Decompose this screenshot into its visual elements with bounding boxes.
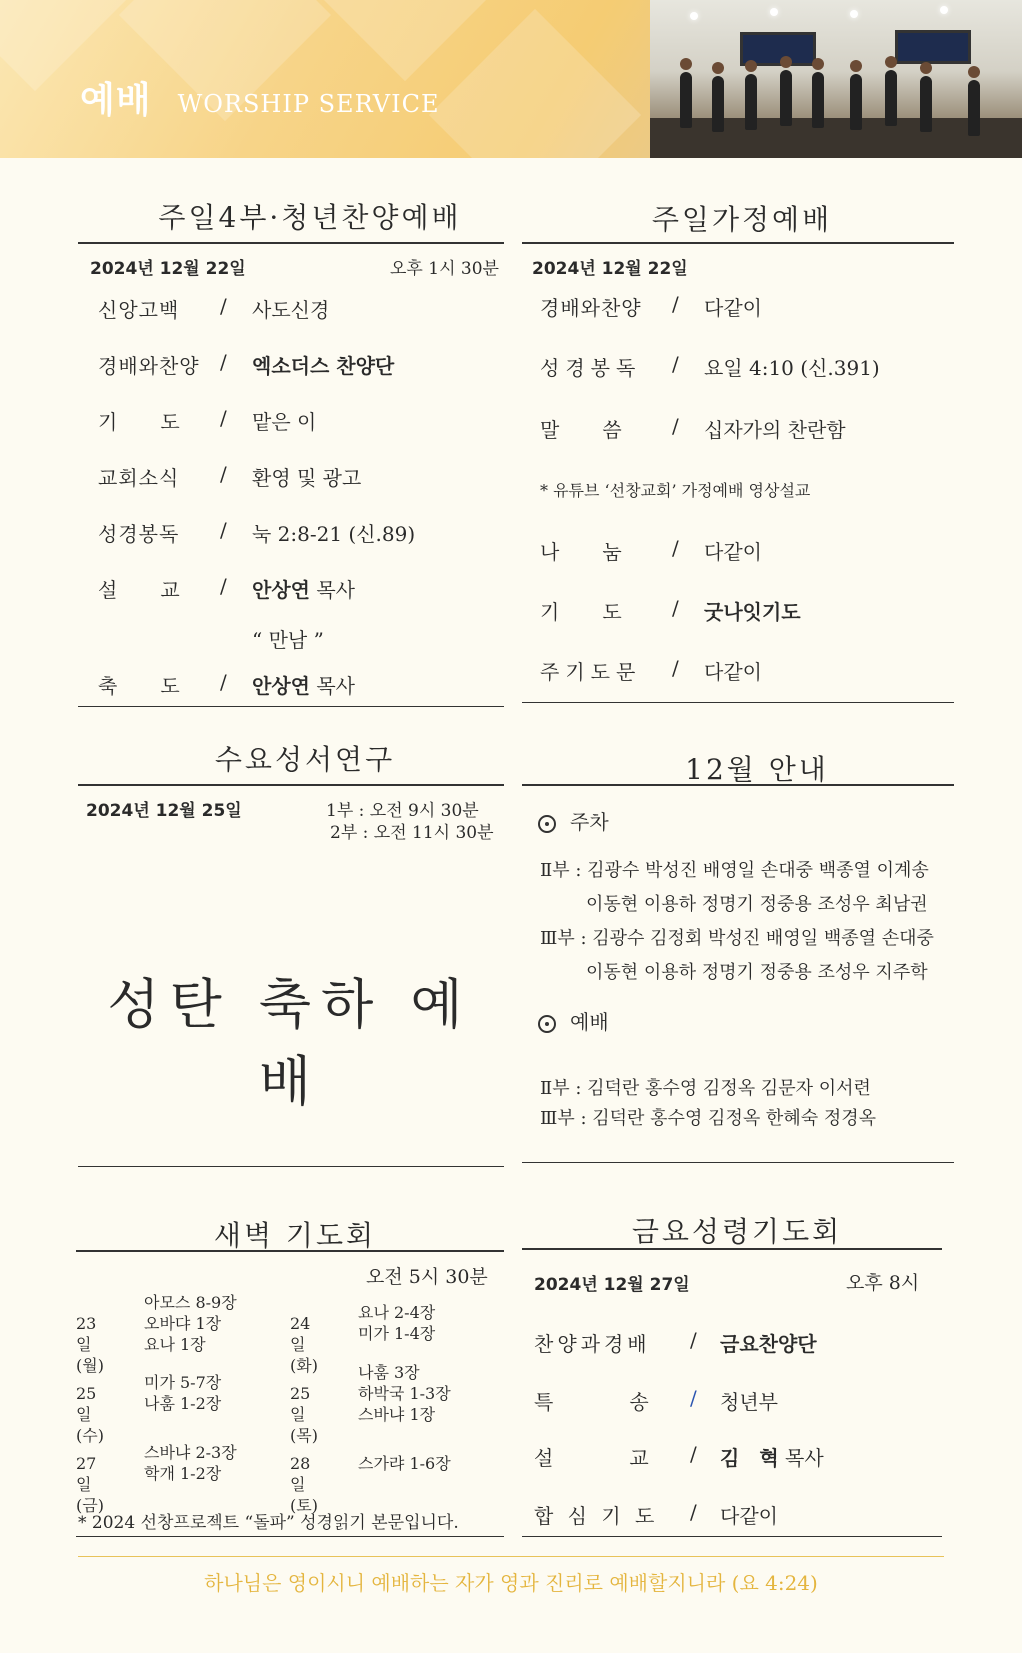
day-label: 27일(금) bbox=[76, 1454, 104, 1515]
order-item bbox=[540, 352, 880, 381]
worship-heading bbox=[538, 1006, 609, 1035]
youth-date: 2024년 12월 22일 bbox=[90, 259, 246, 279]
part-label: Ⅱ부 : bbox=[540, 1078, 582, 1099]
order-label: 성경봉독 bbox=[540, 356, 642, 380]
musician bbox=[968, 80, 980, 136]
order-label: 찬양과경배 bbox=[534, 1332, 651, 1356]
wednesday-time-2: 2부 : 오전 11시 30분 bbox=[330, 823, 494, 843]
day-label: 24일(화) bbox=[290, 1314, 318, 1375]
preacher-role: 목사 bbox=[785, 1446, 824, 1470]
order-item bbox=[534, 1386, 778, 1415]
ceiling-light bbox=[850, 10, 858, 18]
reading: 스가랴 1-6장 bbox=[358, 1454, 451, 1473]
order-item bbox=[540, 656, 762, 685]
worship-part-3 bbox=[540, 1104, 876, 1130]
preacher-name: 김 혁 bbox=[720, 1446, 779, 1470]
parking-part-3-cont: 이동현 이용하 정명기 정중용 조성우 지주학 bbox=[586, 962, 928, 983]
separator: / bbox=[672, 292, 679, 316]
divider bbox=[78, 706, 504, 707]
worship-label: 예배 bbox=[570, 1010, 609, 1034]
december-title: 12월 안내 bbox=[685, 753, 829, 786]
title-english: WORSHIP SERVICE bbox=[177, 90, 440, 118]
divider bbox=[76, 1250, 504, 1252]
parking-part-2 bbox=[540, 856, 929, 882]
order-label: 설 교 bbox=[534, 1446, 661, 1470]
divider bbox=[76, 1536, 504, 1537]
order-label: 축 도 bbox=[98, 674, 181, 698]
separator: / bbox=[690, 1500, 697, 1524]
footer-verse: 하나님은 영이시니 예배하는 자가 영과 진리로 예배할지니라 (요 4:24) bbox=[204, 1571, 818, 1595]
header-banner bbox=[0, 0, 1022, 158]
friday-date: 2024년 12월 27일 bbox=[534, 1275, 690, 1295]
singer bbox=[850, 74, 862, 130]
bullet-icon bbox=[538, 815, 556, 833]
order-item bbox=[98, 350, 395, 379]
wednesday-time-1: 1부 : 오전 9시 30분 bbox=[326, 801, 479, 821]
sermon-item bbox=[534, 1442, 824, 1471]
order-label: 신앙고백 bbox=[98, 298, 180, 322]
youth-service-title: 주일4부·청년찬양예배 bbox=[158, 201, 462, 234]
order-item bbox=[98, 294, 330, 323]
divider bbox=[522, 1536, 942, 1537]
parking-heading bbox=[538, 806, 609, 835]
dawn-prayer-title: 새벽 기도회 bbox=[213, 1219, 377, 1252]
divider bbox=[78, 242, 504, 244]
divider bbox=[522, 702, 954, 703]
part-label: Ⅲ부 : bbox=[540, 928, 587, 949]
page-title bbox=[80, 72, 439, 123]
order-item bbox=[534, 1328, 817, 1357]
separator: / bbox=[672, 596, 679, 620]
order-value: 환영 및 광고 bbox=[252, 466, 362, 490]
order-value: 굿나잇기도 bbox=[704, 600, 801, 624]
order-value: 다같이 bbox=[704, 296, 762, 320]
order-value: 다같이 bbox=[704, 540, 762, 564]
singer bbox=[812, 72, 824, 128]
separator: / bbox=[672, 352, 679, 376]
order-value: 청년부 bbox=[720, 1390, 778, 1414]
day-label: 28일(토) bbox=[290, 1454, 318, 1515]
reading: 미가 5-7장 bbox=[144, 1373, 222, 1392]
preacher-name: 안상연 bbox=[252, 578, 310, 602]
reading: 오바댜 1장 bbox=[144, 1314, 222, 1333]
order-item bbox=[98, 406, 317, 435]
projection-screen bbox=[895, 30, 971, 64]
preacher-role: 목사 bbox=[316, 578, 355, 602]
reading: 요나 2-4장 bbox=[358, 1303, 436, 1322]
reading-note: * 2024 선창프로젝트 “돌파” 성경읽기 본문입니다. bbox=[78, 1513, 459, 1533]
preacher-role: 목사 bbox=[316, 674, 355, 698]
dawn-time: 오전 5시 30분 bbox=[366, 1266, 488, 1288]
order-item bbox=[540, 596, 801, 625]
order-value: 다같이 bbox=[720, 1504, 778, 1528]
reading: 학개 1-2장 bbox=[144, 1464, 222, 1483]
order-item bbox=[540, 536, 762, 565]
preacher-name: 안상연 bbox=[252, 674, 310, 698]
separator: / bbox=[672, 656, 679, 680]
reading: 하박국 1-3장 bbox=[358, 1384, 451, 1403]
order-label: 설 교 bbox=[98, 578, 181, 602]
worship-part-2 bbox=[540, 1074, 871, 1100]
banner-decoration bbox=[429, 9, 641, 158]
day-label: 23일(월) bbox=[76, 1314, 104, 1375]
ceiling-light bbox=[940, 6, 948, 14]
musician bbox=[920, 76, 932, 132]
order-label: 합 심 기 도 bbox=[534, 1504, 659, 1528]
separator: / bbox=[220, 518, 227, 542]
part-names: 김덕란 홍수영 김정옥 김문자 이서련 bbox=[587, 1078, 871, 1099]
preacher bbox=[252, 670, 355, 699]
order-item bbox=[540, 292, 762, 321]
friday-prayer-title: 금요성령기도회 bbox=[631, 1215, 843, 1248]
preacher bbox=[252, 574, 355, 603]
family-date: 2024년 12월 22일 bbox=[532, 259, 688, 279]
benediction-item bbox=[98, 670, 355, 699]
order-value: 사도신경 bbox=[252, 298, 330, 322]
separator: / bbox=[220, 574, 227, 598]
separator: / bbox=[220, 294, 227, 318]
parking-label: 주차 bbox=[570, 810, 609, 834]
divider bbox=[522, 242, 954, 244]
reading: 나훔 3장 bbox=[358, 1363, 420, 1382]
order-label: 성경봉독 bbox=[98, 522, 180, 546]
order-label: 주기도문 bbox=[540, 660, 642, 684]
reading: 나훔 1-2장 bbox=[144, 1394, 222, 1413]
singer bbox=[745, 74, 757, 130]
order-label: 교회소식 bbox=[98, 466, 180, 490]
singer bbox=[680, 72, 692, 128]
order-value: 요일 4:10 (신.391) bbox=[704, 356, 880, 380]
part-names: 김광수 김정회 박성진 배영일 백종열 손대중 bbox=[592, 928, 934, 949]
singer bbox=[780, 70, 792, 126]
order-value: 십자가의 찬란함 bbox=[704, 418, 846, 442]
part-label: Ⅱ부 : bbox=[540, 860, 582, 881]
ceiling-light bbox=[770, 8, 778, 16]
sermon-item bbox=[98, 574, 355, 603]
divider bbox=[78, 784, 504, 786]
separator: / bbox=[690, 1442, 697, 1466]
parking-part-3 bbox=[540, 924, 934, 950]
reading: 미가 1-4장 bbox=[358, 1324, 436, 1343]
divider bbox=[522, 1162, 954, 1163]
reading: 요나 1장 bbox=[144, 1335, 206, 1354]
title-korean: 예배 bbox=[80, 80, 152, 121]
bullet-icon bbox=[538, 1015, 556, 1033]
separator: / bbox=[220, 406, 227, 430]
order-label: 기 도 bbox=[98, 410, 181, 434]
order-value: 금요찬양단 bbox=[720, 1332, 817, 1356]
separator: / bbox=[690, 1328, 697, 1352]
ceiling-light bbox=[690, 12, 698, 20]
worship-photo bbox=[650, 0, 1022, 158]
separator: / bbox=[220, 462, 227, 486]
family-service-title: 주일가정예배 bbox=[651, 203, 833, 236]
order-label: 나 눔 bbox=[540, 540, 623, 564]
order-value: 눅 2:8-21 (신.89) bbox=[252, 522, 416, 546]
wednesday-title: 수요성서연구 bbox=[214, 743, 396, 776]
divider bbox=[522, 784, 954, 786]
stage bbox=[650, 118, 1022, 158]
friday-time: 오후 8시 bbox=[846, 1272, 920, 1294]
order-value: 엑소더스 찬양단 bbox=[252, 354, 395, 378]
verse-divider bbox=[78, 1556, 944, 1557]
reading: 아모스 8-9장 bbox=[144, 1293, 237, 1312]
separator: / bbox=[690, 1386, 697, 1410]
part-names: 김광수 박성진 배영일 손대중 백종열 이계송 bbox=[587, 860, 929, 881]
wednesday-date: 2024년 12월 25일 bbox=[86, 801, 242, 821]
separator: / bbox=[672, 414, 679, 438]
christmas-headline: 성탄 축하 예배 bbox=[107, 973, 473, 1113]
order-label: 경배와찬양 bbox=[540, 296, 642, 320]
part-names: 김덕란 홍수영 김정옥 한혜숙 정경옥 bbox=[592, 1108, 876, 1129]
divider bbox=[522, 1248, 942, 1250]
divider bbox=[78, 1166, 504, 1167]
reading: 스바냐 2-3장 bbox=[144, 1443, 237, 1462]
order-label: 기 도 bbox=[540, 600, 623, 624]
preacher bbox=[720, 1442, 824, 1471]
reading: 스바냐 1장 bbox=[358, 1405, 436, 1424]
order-item bbox=[540, 414, 846, 443]
order-item bbox=[98, 462, 362, 491]
singer bbox=[885, 70, 897, 126]
singer bbox=[712, 76, 724, 132]
order-item bbox=[98, 518, 416, 547]
youth-time: 오후 1시 30분 bbox=[390, 259, 499, 279]
order-label: 특 송 bbox=[534, 1390, 661, 1414]
sermon-subtitle: “ 만남 ” bbox=[252, 628, 324, 652]
day-label: 25일(수) bbox=[76, 1384, 104, 1445]
order-item bbox=[534, 1500, 778, 1529]
part-label: Ⅲ부 : bbox=[540, 1108, 587, 1129]
order-value: 맡은 이 bbox=[252, 410, 317, 434]
order-label: 말 씀 bbox=[540, 418, 623, 442]
order-value: 다같이 bbox=[704, 660, 762, 684]
youtube-note: * 유튜브 ‘선창교회’ 가정예배 영상설교 bbox=[540, 481, 811, 500]
separator: / bbox=[672, 536, 679, 560]
order-label: 경배와찬양 bbox=[98, 354, 200, 378]
separator: / bbox=[220, 670, 227, 694]
separator: / bbox=[220, 350, 227, 374]
day-label: 25일(목) bbox=[290, 1384, 318, 1445]
parking-part-2-cont: 이동현 이용하 정명기 정중용 조성우 최남권 bbox=[586, 894, 928, 915]
